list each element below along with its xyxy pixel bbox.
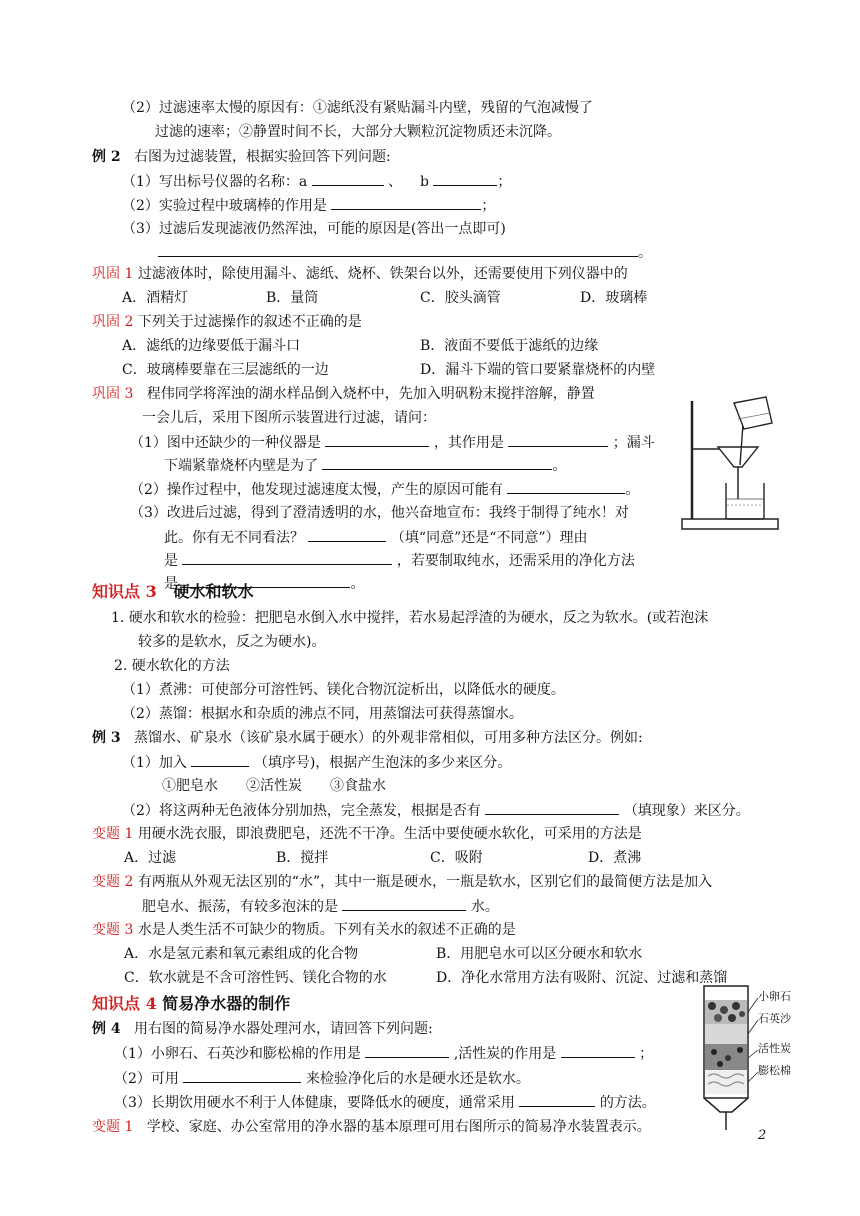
example-heading (92, 147, 391, 167)
option-c: C．软水就是不含可溶性钙、镁化合物的水 (124, 970, 387, 986)
example-heading (92, 728, 643, 748)
blank (561, 1043, 635, 1058)
exercise-label: 变题 3 (92, 922, 134, 938)
label-quartz-sand: 石英沙 (758, 1012, 791, 1025)
text: 肥皂水、振荡，有较多泡沫的是 (142, 899, 338, 915)
exercise-label: 变题 1 (92, 826, 134, 842)
text-line: 一会儿后，采用下图所示装置进行过滤，请问： (142, 410, 436, 426)
option-b: B．量筒 (266, 290, 319, 306)
option-d: D．煮沸 (588, 850, 642, 866)
blank (331, 195, 481, 210)
example-heading (92, 1019, 433, 1039)
blank (507, 479, 625, 494)
text: 硬水和软水 (173, 582, 254, 601)
blank (158, 242, 638, 257)
knowledge-point-label: 知识点 3 (92, 582, 157, 601)
question-line (122, 752, 511, 773)
example-label: 例 3 (92, 730, 121, 746)
text: 是 (164, 576, 178, 592)
blank (342, 896, 466, 911)
text: （2）可用 (114, 1071, 179, 1087)
text-line: （3）改进后过滤，得到了澄清透明的水，他兴奋地宣布：我终于制得了纯水！对 (130, 505, 629, 521)
exercise-heading (92, 824, 642, 844)
text: （2）操作过程中，他发现过滤速度太慢，产生的原因可能有 (130, 482, 503, 498)
blank (508, 432, 608, 447)
label-cotton: 膨松棉 (758, 1064, 791, 1077)
text: （填序号)，根据产生泡沫的多少来区分。 (253, 755, 512, 771)
blank (182, 550, 392, 565)
exercise-label: 巩固 2 (92, 314, 134, 330)
option-c: C．胶头滴管 (420, 290, 501, 306)
text: （1）图中还缺少的一种仪器是 (130, 435, 321, 451)
text: （1）加入 (122, 755, 187, 771)
text: 来检验净化后的水是硬水还是软水。 (305, 1071, 530, 1087)
blank (485, 800, 619, 815)
text: 水是人类生活不可缺少的物质。下列有关水的叙述不正确的是 (137, 922, 516, 938)
text-line: ①肥皂水 ②活性炭 ③食盐水 (162, 778, 386, 794)
option-c: C．吸附 (430, 850, 483, 866)
exercise-label: 变题 2 (92, 874, 134, 890)
question-line: 是 。 (164, 573, 364, 594)
text: 学校、家庭、办公室常用的净水器的基本原理可用右图所示的简易净水装置表示。 (146, 1119, 651, 1135)
text: （1）小卵石、石英沙和膨松棉的作用是 (114, 1046, 361, 1062)
knowledge-point-label: 知识点 4 (92, 994, 157, 1013)
exercise-heading (92, 872, 712, 892)
example-label: 例 4 (92, 1021, 121, 1037)
text-line: 2. 硬水软化的方法 (114, 658, 230, 674)
option-d: D．净化水常用方法有吸附、沉淀、过滤和蒸馏 (436, 970, 728, 986)
question-line (164, 550, 635, 571)
text: 过滤液体时，除使用漏斗、滤纸、烧杯、铁架台以外，还需要使用下列仪器中的 (137, 266, 628, 282)
text: 水。 (470, 899, 499, 915)
text-line: （3）过滤后发现滤液仍然浑浊，可能的原因是(答出一点即可) (122, 221, 506, 237)
knowledge-point-heading (92, 994, 290, 1014)
example-label: 例 2 (92, 149, 121, 165)
text: （填“同意”还是“不同意”）理由 (390, 530, 588, 546)
question-line: （2）实验过程中玻璃棒的作用是 ； (122, 195, 495, 216)
knowledge-point-heading (92, 582, 253, 602)
option-a: A．水是氢元素和氧元素组成的化合物 (124, 946, 359, 962)
option-b: B．液面不要低于滤纸的边缘 (420, 338, 599, 354)
label-b: b (419, 174, 429, 190)
blank (191, 752, 249, 767)
text: （填现象）来区分。 (623, 803, 750, 819)
text-line: 右图为过滤装置，根据实验回答下列问题: (133, 149, 391, 165)
question-line (130, 432, 655, 453)
blank (322, 455, 552, 470)
exercise-label: 巩固 3 (92, 386, 134, 402)
blank (433, 171, 497, 186)
page-number: 2 (758, 1128, 767, 1143)
option-a: A．过滤 (124, 850, 177, 866)
text: 此。你有无不同看法？ (164, 530, 304, 546)
label-pebbles: 小卵石 (758, 990, 791, 1003)
exercise-heading (92, 384, 595, 404)
text: ； (639, 1046, 654, 1062)
exercise-heading (92, 312, 362, 332)
water-purifier-figure (700, 984, 800, 1134)
text-line: （2）蒸馏：根据水和杂质的沸点不同，用蒸馏法可获得蒸馏水。 (122, 706, 523, 722)
question-line: （2）操作过程中，他发现过滤速度太慢，产生的原因可能有 。 (130, 479, 639, 500)
question-line (114, 1043, 653, 1064)
text: ，其作用是 (433, 435, 504, 451)
option-a: A．滤纸的边缘要低于漏斗口 (122, 338, 301, 354)
blank (325, 432, 429, 447)
text-line: （2）过滤速率太慢的原因有：①滤纸没有紧贴漏斗内壁，残留的气泡减慢了 (122, 100, 593, 116)
text: 下列关于过滤操作的叙述不正确的是 (137, 314, 362, 330)
text: 用硬水洗衣服，即浪费肥皂，还洗不干净。生活中要使硬水软化，可采用的方法是 (137, 826, 642, 842)
blank (365, 1043, 449, 1058)
text: 程伟同学将浑浊的湖水样品倒入烧杯中，先加入明矾粉末搅拌溶解，静置 (146, 386, 595, 402)
text-line: 1. 硬水和软水的检验：把肥皂水倒入水中搅拌，若水易起浮渣的为硬水，反之为软水。(或若泡沫 (111, 610, 709, 626)
text: ，若要制取纯水，还需采用的净化方法 (396, 553, 635, 569)
text: 有两瓶从外观无法区别的“水”，其中一瓶是硬水，一瓶是软水，区别它们的最简便方法是加入 (137, 874, 713, 890)
text-line: 较多的是软水，反之为硬水)。 (138, 634, 326, 650)
question-line (114, 1092, 656, 1113)
text: ；漏斗 (612, 435, 655, 451)
text: （3）长期饮用硬水不利于人体健康，要降低水的硬度，通常采用 (114, 1095, 515, 1111)
separator: 、 (388, 174, 403, 190)
text: 用右图的简易净水器处理河水，请回答下列问题: (133, 1021, 433, 1037)
exercise-label: 变题 1 (92, 1119, 134, 1135)
option-d: D．漏斗下端的管口要紧靠烧杯的内壁 (420, 362, 656, 378)
purifier-drawing (700, 984, 800, 1134)
question-line: （1）写出标号仪器的名称：a 、 b ； (122, 171, 511, 192)
option-d: D．玻璃棒 (580, 290, 648, 306)
text: 的方法。 (599, 1095, 656, 1111)
question-line (114, 1068, 530, 1089)
text: 是 (164, 553, 178, 569)
text: 简易净水器的制作 (162, 994, 291, 1013)
option-c: C．玻璃棒要靠在三层滤纸的一边 (122, 362, 329, 378)
text: 下端紧靠烧杯内壁是为了 (164, 458, 318, 474)
text: （2）将这两种无色液体分别加热，完全蒸发，根据是否有 (122, 803, 481, 819)
option-b: B．搅拌 (276, 850, 329, 866)
blank (312, 171, 384, 186)
blank (183, 1068, 301, 1083)
text: （2）实验过程中玻璃棒的作用是 (122, 198, 327, 214)
text: （1）写出标号仪器的名称：a (122, 174, 308, 190)
text-line: 过滤的速率；②静置时间不长，大部分大颗粒沉淀物质还未沉降。 (155, 124, 561, 140)
question-line (122, 800, 750, 821)
exercise-heading (92, 920, 516, 940)
question-line: 下端紧靠烧杯内壁是为了 。 (164, 455, 566, 476)
question-line (164, 527, 588, 548)
filtration-apparatus-figure (678, 395, 782, 535)
option-a: A．酒精灯 (122, 290, 189, 306)
exercise-heading (92, 264, 628, 284)
exercise-heading (92, 1117, 651, 1137)
option-b: B．用肥皂水可以区分硬水和软水 (436, 946, 643, 962)
text: ,活性炭的作用是 (453, 1046, 557, 1062)
text: 蒸馏水、矿泉水（该矿泉水属于硬水）的外观非常相似，可用多种方法区分。例如: (133, 730, 643, 746)
label-activated-carbon: 活性炭 (758, 1042, 791, 1055)
answer-blank-line: 。 (158, 242, 652, 263)
blank (519, 1092, 595, 1107)
text-line: （1）煮沸：可使部分可溶性钙、镁化合物沉淀析出，以降低水的硬度。 (122, 682, 565, 698)
question-line (142, 896, 499, 917)
exercise-label: 巩固 1 (92, 266, 134, 282)
blank (308, 527, 386, 542)
